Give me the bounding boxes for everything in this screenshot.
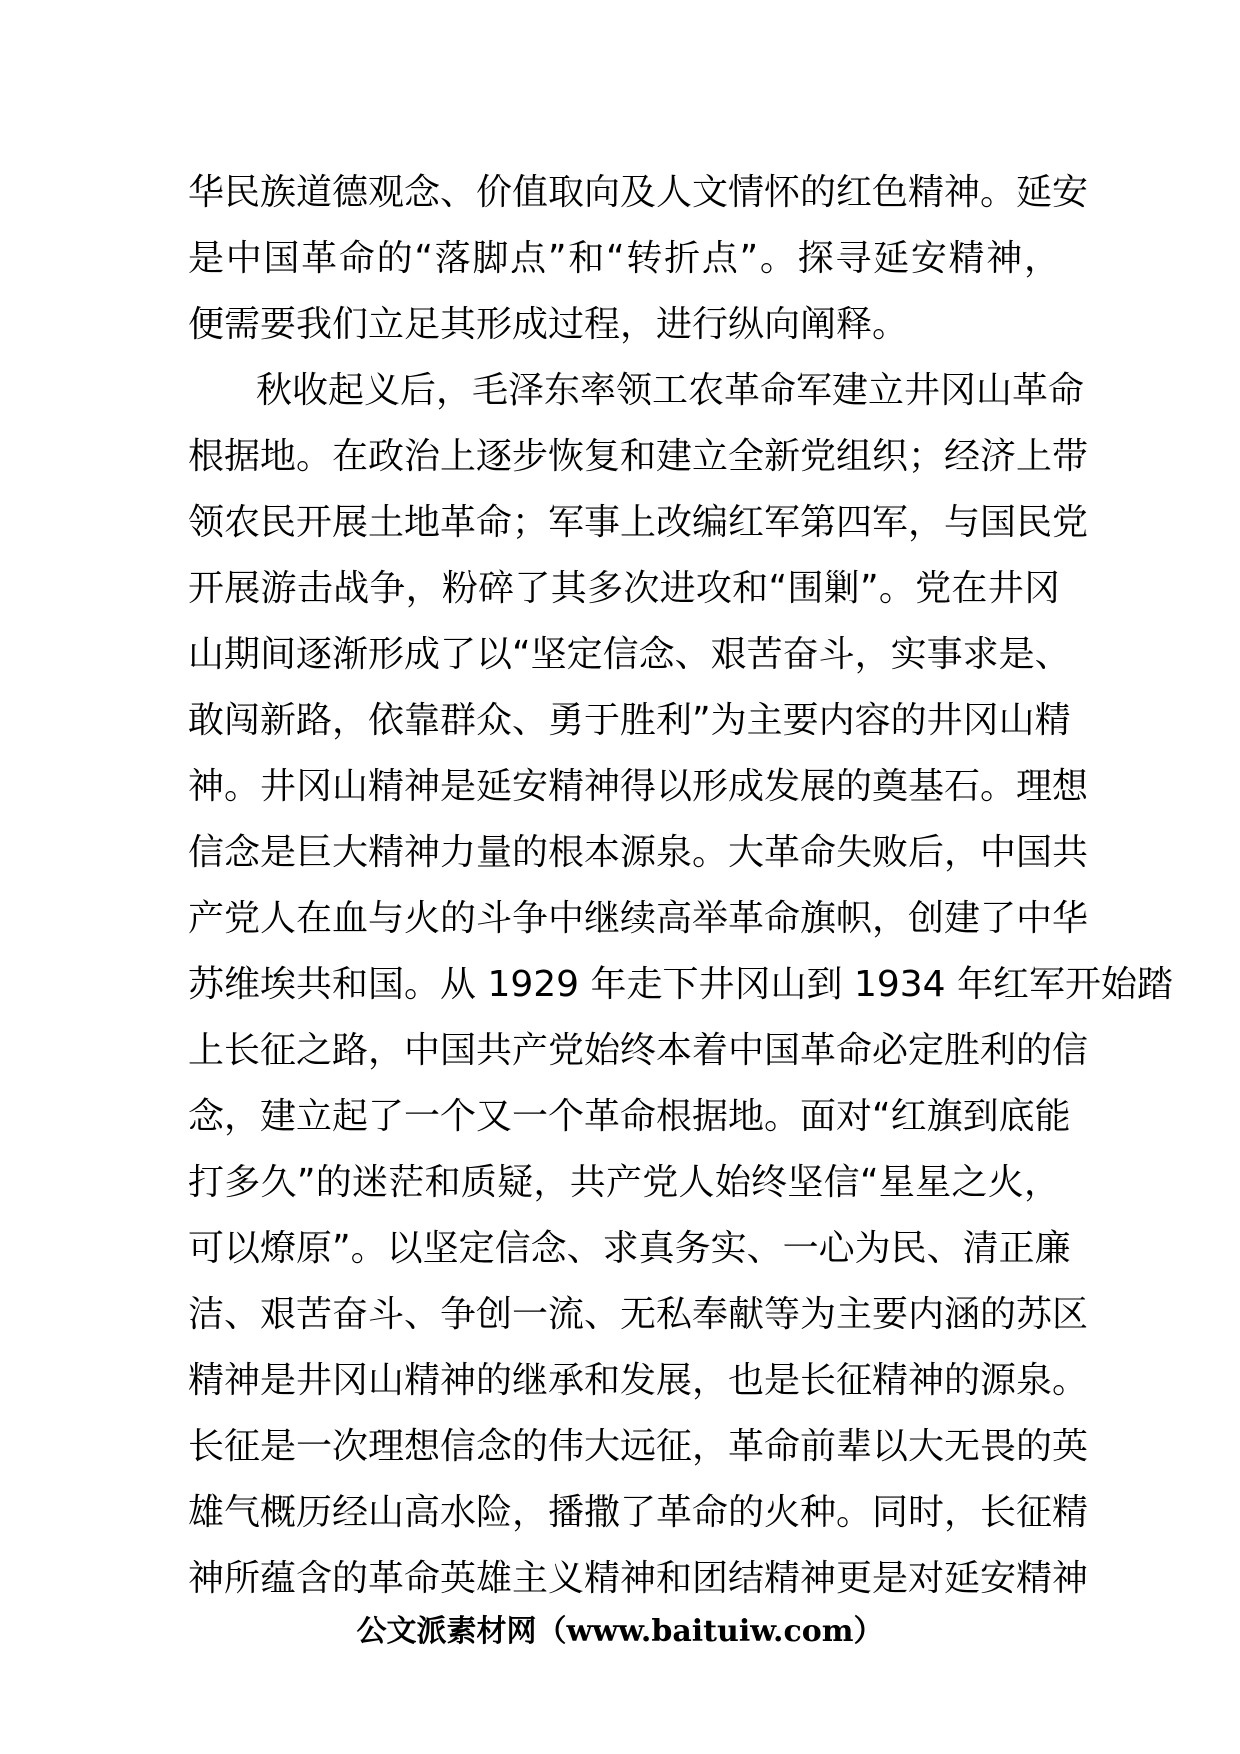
text-line: 洁、艰苦奋斗、争创一流、无私奉献等为主要内涵的苏区 bbox=[188, 1294, 1089, 1335]
text-line: 是中国革命的“落脚点”和“转折点”。探寻延安精神， bbox=[188, 238, 1060, 279]
footer-watermark-text: 公文派素材网（www.baituiw.com） bbox=[356, 1614, 884, 1649]
text-line: 苏维埃共和国。从 1929 年走下井冈山到 1934 年红军开始踏 bbox=[188, 964, 1174, 1005]
paragraph-1 bbox=[188, 160, 1089, 358]
document-body bbox=[188, 160, 1174, 1612]
text-line: 山期间逐渐形成了以“坚定信念、艰苦奋斗，实事求是、 bbox=[188, 634, 1071, 675]
text-line: 可以燎原”。以坚定信念、求真务实、一心为民、清正廉 bbox=[188, 1228, 1071, 1269]
text-line: 敢闯新路，依靠群众、勇于胜利”为主要内容的井冈山精 bbox=[188, 700, 1071, 741]
text-line: 长征是一次理想信念的伟大远征，革命前辈以大无畏的英 bbox=[188, 1426, 1089, 1467]
text-line: 便需要我们立足其形成过程，进行纵向阐释。 bbox=[188, 304, 909, 345]
paragraph-2 bbox=[188, 358, 1174, 1612]
text-line: 雄气概历经山高水险，播撒了革命的火种。同时，长征精 bbox=[188, 1492, 1089, 1533]
text-line: 开展游击战争，粉碎了其多次进攻和“围剿”。党在井冈 bbox=[188, 568, 1060, 609]
text-line: 精神是井冈山精神的继承和发展，也是长征精神的源泉。 bbox=[188, 1360, 1089, 1401]
text-line: 根据地。在政治上逐步恢复和建立全新党组织；经济上带 bbox=[188, 436, 1089, 477]
text-line: 打多久”的迷茫和质疑，共产党人始终坚信“星星之火， bbox=[188, 1162, 1060, 1203]
text-line: 秋收起义后，毛泽东率领工农革命军建立井冈山革命 bbox=[256, 370, 1085, 411]
text-line: 领农民开展土地革命；军事上改编红军第四军，与国民党 bbox=[188, 502, 1089, 543]
text-line: 信念是巨大精神力量的根本源泉。大革命失败后，中国共 bbox=[188, 832, 1089, 873]
text-line: 神所蕴含的革命英雄主义精神和团结精神更是对延安精神 bbox=[188, 1558, 1089, 1599]
text-line: 神。井冈山精神是延安精神得以形成发展的奠基石。理想 bbox=[188, 766, 1089, 807]
text-line: 产党人在血与火的斗争中继续高举革命旗帜，创建了中华 bbox=[188, 898, 1089, 939]
text-line: 念，建立起了一个又一个革命根据地。面对“红旗到底能 bbox=[188, 1096, 1071, 1137]
text-line: 华民族道德观念、价值取向及人文情怀的红色精神。延安 bbox=[188, 172, 1089, 213]
text-line: 上长征之路，中国共产党始终本着中国革命必定胜利的信 bbox=[188, 1030, 1089, 1071]
